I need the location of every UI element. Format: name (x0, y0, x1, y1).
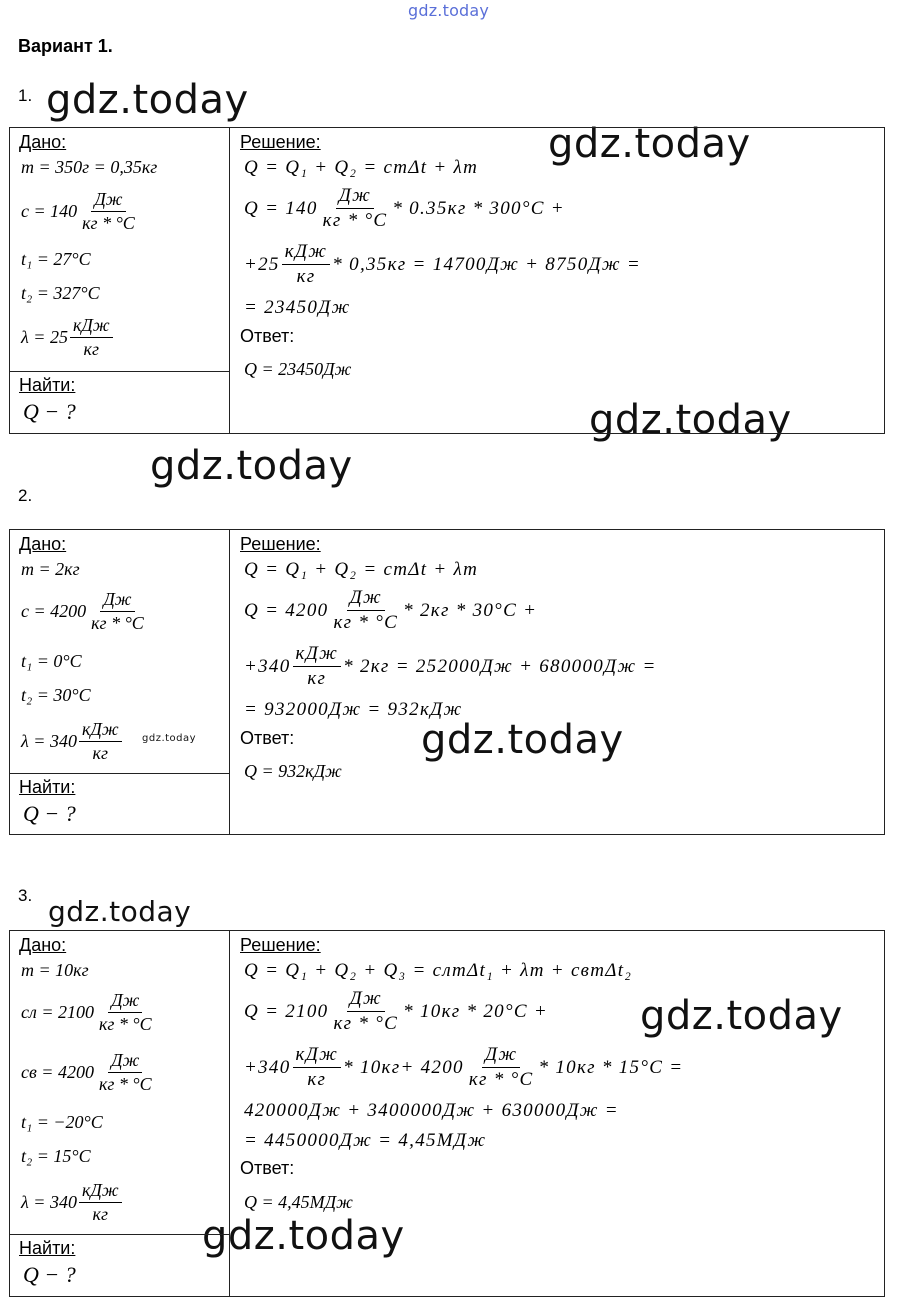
find-value: Q − ? (23, 801, 76, 826)
given-t1: t₁ = 0°C (21, 651, 82, 671)
watermark: gdz.today (48, 895, 192, 928)
answer-label: Ответ: (240, 728, 295, 748)
solution-line: 420000Дж + 3400000Дж + 630000Дж = (244, 1100, 619, 1121)
problem-number: 1. (18, 86, 33, 105)
solution-line: Q = Q₁ + Q₂ + Q₃ = cлmΔt₁ + λm + cвmΔt₂ (244, 960, 633, 981)
watermark: gdz.today (46, 77, 249, 123)
given-header: Дано: (19, 132, 67, 152)
watermark: gdz.today (589, 397, 792, 443)
row-divider (10, 371, 230, 372)
row-divider (10, 1234, 230, 1235)
given-m: m = 2кг (21, 559, 80, 579)
solution-line: Q = 2100 Дж кг * °C * 10кг * 20°C + (244, 988, 549, 1034)
answer-label: Ответ: (240, 326, 295, 346)
solution-header: Решение: (240, 132, 321, 152)
watermark: gdz.today (640, 993, 843, 1039)
solution-line: Q = Q₁ + Q₂ = cmΔt + λm (244, 559, 479, 580)
problem-number: 2. (18, 486, 33, 505)
answer-label: Ответ: (240, 1158, 295, 1178)
given-cl: cл = 2100 Дж кг * °C (21, 990, 152, 1034)
find-header: Найти: (19, 777, 76, 797)
watermark: gdz.today (150, 443, 353, 489)
given-c: c = 140 Дж кг * °C (21, 189, 135, 233)
answer-value: Q = 932кДж (244, 761, 342, 781)
watermark: gdz.today (548, 121, 751, 167)
answer-value: Q = 23450Дж (244, 359, 352, 379)
given-header: Дано: (19, 935, 67, 955)
solution-line: = 932000Дж = 932кДж (244, 699, 463, 720)
given-t2: t₂ = 30°C (21, 685, 91, 705)
given-c: c = 4200 Дж кг * °C (21, 589, 144, 633)
problem-2-table (9, 529, 885, 835)
solution-line: +340 кДж кг * 2кг = 252000Дж + 680000Дж = (244, 643, 657, 689)
find-value: Q − ? (23, 399, 76, 424)
watermark: gdz.today (421, 717, 624, 763)
solution-header: Решение: (240, 534, 321, 554)
solution-line: +340 кДж кг * 10кг+ 4200 Дж кг * °C * 10кг * 15°C = (244, 1044, 684, 1090)
given-lambda: λ = 340 кДж кг (21, 1181, 124, 1224)
solution-header: Решение: (240, 935, 321, 955)
problem-number: 3. (18, 886, 33, 905)
solution-line: Q = Q₁ + Q₂ = cmΔt + λm (244, 157, 479, 178)
solution-line: Q = 140 Дж кг * °C * 0.35кг * 300°C + (244, 185, 565, 231)
watermark: gdz.today (202, 1213, 405, 1259)
column-divider (229, 530, 230, 834)
watermark-top: gdz.today (408, 1, 490, 20)
column-divider (229, 931, 230, 1296)
find-value: Q − ? (23, 1262, 76, 1287)
solution-line: Q = 4200 Дж кг * °C * 2кг * 30°C + (244, 587, 538, 633)
given-lambda: λ = 340 кДж кг (21, 720, 124, 763)
given-t1: t₁ = 27°C (21, 249, 91, 269)
given-t2: t₂ = 327°C (21, 283, 100, 303)
solution-line: = 23450Дж (244, 297, 351, 318)
given-lambda: λ = 25 кДж кг (21, 316, 115, 359)
solution-line: = 4450000Дж = 4,45МДж (244, 1130, 487, 1151)
given-m: m = 350г = 0,35кг (21, 157, 158, 177)
find-header: Найти: (19, 375, 76, 395)
given-cv: cв = 4200 Дж кг * °C (21, 1050, 152, 1094)
given-m: m = 10кг (21, 960, 89, 980)
answer-value: Q = 4,45МДж (244, 1192, 353, 1212)
problem-3-table (9, 930, 885, 1297)
watermark-small: gdz.today (142, 733, 197, 744)
row-divider (10, 773, 230, 774)
problem-1-table (9, 127, 885, 434)
given-header: Дано: (19, 534, 67, 554)
solution-line: +25 кДж кг * 0,35кг = 14700Дж + 8750Дж = (244, 241, 642, 287)
column-divider (229, 128, 230, 433)
variant-title: Вариант 1. (18, 36, 113, 56)
given-t2: t₂ = 15°C (21, 1146, 91, 1166)
find-header: Найти: (19, 1238, 76, 1258)
given-t1: t₁ = −20°C (21, 1112, 103, 1132)
